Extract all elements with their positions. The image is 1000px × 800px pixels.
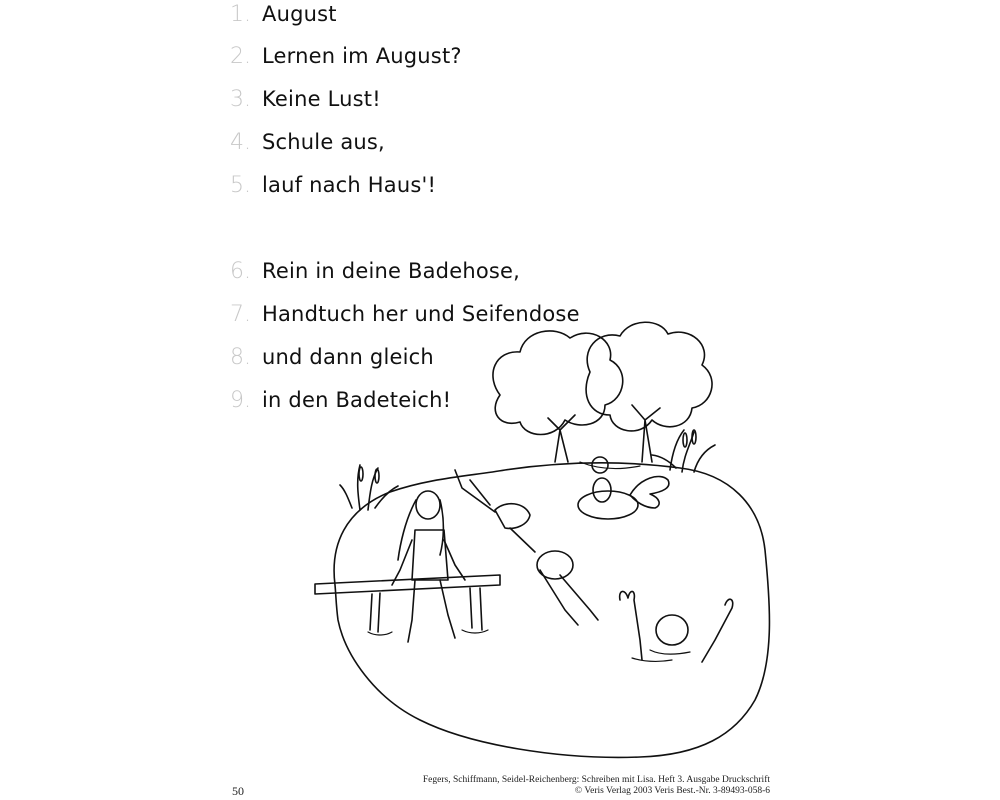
line-text: Rein in deine Badehose, [262, 259, 521, 283]
line-number: 6. [230, 258, 251, 284]
line-text: und dann gleich [262, 345, 434, 369]
line-number: 5. [230, 172, 251, 198]
line-text: Handtuch her und Seifendose [262, 302, 580, 326]
tree-left [493, 331, 623, 462]
line-number: 4. [230, 129, 251, 155]
poem-line-4 [230, 124, 385, 160]
poem-line-6 [230, 253, 520, 289]
tree-right [586, 322, 712, 462]
girl-sitting [392, 491, 465, 642]
swimmer-waving [620, 591, 733, 662]
pond-outline [334, 463, 769, 757]
poem-line-3 [230, 81, 381, 117]
line-text: Lernen im August? [262, 44, 462, 68]
fish [630, 476, 669, 508]
line-number: 7. [230, 301, 251, 327]
line-number: 8. [230, 344, 251, 370]
line-text: Schule aus, [262, 130, 385, 154]
dock [315, 575, 500, 632]
diving-boy [455, 470, 598, 625]
page-number: 50 [232, 784, 244, 798]
credit-line-2: © Veris Verlag 2003 Veris Best.-Nr. 3-89493-058-6 [574, 786, 770, 796]
line-number: 2. [230, 43, 251, 69]
poem-line-2 [230, 38, 462, 74]
publisher-credit [423, 775, 770, 797]
line-number: 9. [230, 387, 251, 413]
frog-on-lilypad [578, 457, 638, 519]
poem-line-1 [230, 0, 337, 32]
poem-line-5 [230, 167, 436, 203]
line-text: August [262, 2, 337, 26]
pond-illustration [300, 310, 800, 765]
credit-line-1: Fegers, Schiffmann, Seidel-Reichenberg: Schreiben mit Lisa. Heft 3. Ausgabe Druckschrift [422, 775, 770, 785]
line-number: 3. [230, 86, 251, 112]
line-text: lauf nach Haus'! [262, 173, 437, 197]
line-text: in den Badeteich! [262, 388, 452, 412]
line-text: Keine Lust! [262, 87, 381, 111]
line-number: 1. [230, 1, 251, 27]
